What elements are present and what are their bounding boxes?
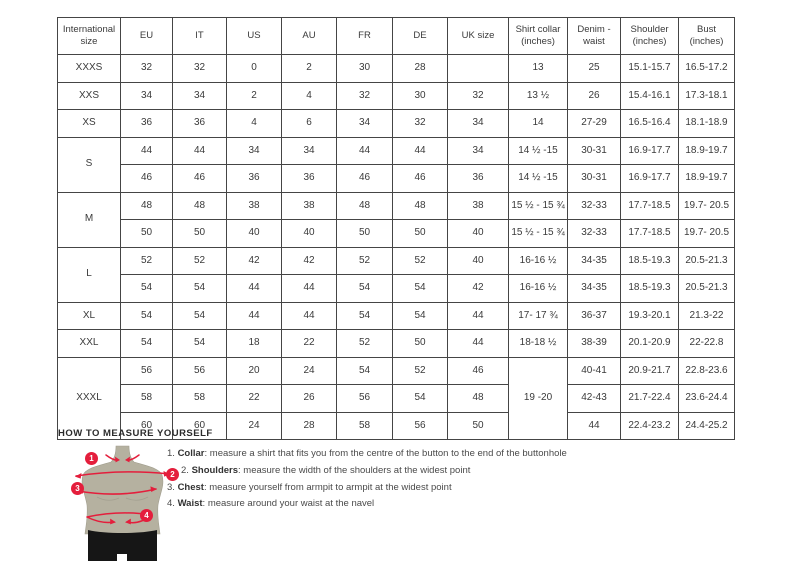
measure-step-waist — [167, 496, 567, 513]
cell-eu: 54 — [121, 330, 173, 358]
cell-bust: 16.5-17.2 — [679, 55, 735, 83]
cell-shoulder: 19.3-20.1 — [621, 302, 679, 330]
cell-shoulder: 20.1-20.9 — [621, 330, 679, 358]
column-header-uk-size: UK size — [448, 18, 509, 55]
measure-instructions-list — [167, 446, 567, 513]
cell-it: 54 — [173, 330, 227, 358]
cell-us: 4 — [227, 110, 282, 138]
cell-shoulder: 15.4-16.1 — [621, 82, 679, 110]
cell-collar: 14 ½ -15 — [509, 137, 568, 165]
cell-denim: 27-29 — [568, 110, 621, 138]
step-number: 3. — [167, 481, 178, 493]
cell-us: 42 — [227, 247, 282, 275]
cell-it: 32 — [173, 55, 227, 83]
cell-denim: 30-31 — [568, 165, 621, 193]
cell-bust: 23.6-24.4 — [679, 385, 735, 413]
cell-collar: 15 ½ - 15 ¾ — [509, 192, 568, 220]
cell-eu: 50 — [121, 220, 173, 248]
column-header-au: AU — [282, 18, 337, 55]
size-cell: XXXS — [58, 55, 121, 83]
table-row — [58, 110, 735, 138]
cell-uk: 46 — [448, 357, 509, 385]
cell-shoulder: 15.1-15.7 — [621, 55, 679, 83]
cell-it: 46 — [173, 165, 227, 193]
step-text: : measure yourself from armpit to armpit at the widest point — [203, 481, 452, 493]
cell-uk: 34 — [448, 137, 509, 165]
column-header-eu: EU — [121, 18, 173, 55]
column-header-it: IT — [173, 18, 227, 55]
column-header-bust: Bust (inches) — [679, 18, 735, 55]
cell-it: 44 — [173, 137, 227, 165]
cell-de: 30 — [393, 82, 448, 110]
cell-shoulder: 16.9-17.7 — [621, 137, 679, 165]
step-number: 1. — [167, 448, 178, 459]
cell-us: 0 — [227, 55, 282, 83]
cell-bust: 18.9-19.7 — [679, 137, 735, 165]
cell-de: 52 — [393, 357, 448, 385]
cell-bust: 18.9-19.7 — [679, 165, 735, 193]
cell-eu: 54 — [121, 275, 173, 303]
cell-collar: 13 — [509, 55, 568, 83]
cell-au: 28 — [282, 412, 337, 440]
cell-uk: 50 — [448, 412, 509, 440]
size-cell: XL — [58, 302, 121, 330]
table-row — [58, 247, 735, 275]
cell-us: 22 — [227, 385, 282, 413]
table-row — [58, 220, 735, 248]
cell-us: 44 — [227, 302, 282, 330]
cell-uk: 40 — [448, 247, 509, 275]
cell-denim: 38-39 — [568, 330, 621, 358]
cell-shoulder: 16.5-16.4 — [621, 110, 679, 138]
cell-us: 18 — [227, 330, 282, 358]
cell-de: 28 — [393, 55, 448, 83]
cell-shoulder: 18.5-19.3 — [621, 275, 679, 303]
cell-eu: 56 — [121, 357, 173, 385]
cell-fr: 54 — [337, 357, 393, 385]
cell-fr: 48 — [337, 192, 393, 220]
cell-eu: 34 — [121, 82, 173, 110]
cell-denim: 30-31 — [568, 137, 621, 165]
cell-shoulder: 17.7-18.5 — [621, 220, 679, 248]
cell-bust: 20.5-21.3 — [679, 275, 735, 303]
step-number: 2. — [181, 464, 192, 476]
step-label: Shoulders — [191, 464, 239, 476]
cell-au: 36 — [282, 165, 337, 193]
cell-it: 52 — [173, 247, 227, 275]
cell-collar: 18-18 ½ — [509, 330, 568, 358]
cell-de: 46 — [393, 165, 448, 193]
cell-denim: 42-43 — [568, 385, 621, 413]
cell-au: 38 — [282, 192, 337, 220]
cell-denim: 36-37 — [568, 302, 621, 330]
cell-shoulder: 22.4-23.2 — [621, 412, 679, 440]
cell-bust: 24.4-25.2 — [679, 412, 735, 440]
cell-fr: 46 — [337, 165, 393, 193]
cell-fr: 52 — [337, 247, 393, 275]
step-label: Waist — [177, 498, 203, 510]
size-cell: M — [58, 192, 121, 247]
cell-au: 2 — [282, 55, 337, 83]
step-label: Collar — [177, 448, 205, 459]
cell-au: 22 — [282, 330, 337, 358]
measure-section-title: HOW TO MEASURE YOURSELF — [58, 428, 213, 439]
size-chart-table — [57, 17, 735, 440]
cell-fr: 54 — [337, 302, 393, 330]
cell-de: 52 — [393, 247, 448, 275]
measure-step-collar — [167, 446, 567, 463]
cell-collar: 14 — [509, 110, 568, 138]
cell-bust: 22-22.8 — [679, 330, 735, 358]
cell-eu: 52 — [121, 247, 173, 275]
collar-step-badge: 1 — [85, 452, 98, 465]
cell-bust: 19.7- 20.5 — [679, 220, 735, 248]
size-cell: XXL — [58, 330, 121, 358]
cell-de: 50 — [393, 330, 448, 358]
cell-au: 26 — [282, 385, 337, 413]
step-text: : measure around your waist at the navel — [202, 498, 375, 510]
cell-us: 40 — [227, 220, 282, 248]
cell-eu: 54 — [121, 302, 173, 330]
table-row — [58, 302, 735, 330]
cell-au: 6 — [282, 110, 337, 138]
cell-it: 36 — [173, 110, 227, 138]
cell-it: 48 — [173, 192, 227, 220]
cell-de: 56 — [393, 412, 448, 440]
cell-us: 24 — [227, 412, 282, 440]
table-row — [58, 55, 735, 83]
column-header-us: US — [227, 18, 282, 55]
cell-denim: 34-35 — [568, 247, 621, 275]
cell-us: 36 — [227, 165, 282, 193]
cell-de: 44 — [393, 137, 448, 165]
cell-bust: 18.1-18.9 — [679, 110, 735, 138]
size-cell: XXS — [58, 82, 121, 110]
cell-eu: 32 — [121, 55, 173, 83]
cell-eu: 46 — [121, 165, 173, 193]
cell-denim: 44 — [568, 412, 621, 440]
column-header-de: DE — [393, 18, 448, 55]
cell-uk: 48 — [448, 385, 509, 413]
column-header-denim-waist: Denim - waist — [568, 18, 621, 55]
cell-collar: 13 ½ — [509, 82, 568, 110]
cell-uk: 44 — [448, 302, 509, 330]
cell-au: 44 — [282, 302, 337, 330]
cell-uk: 38 — [448, 192, 509, 220]
cell-collar: 15 ½ - 15 ¾ — [509, 220, 568, 248]
cell-fr: 56 — [337, 385, 393, 413]
step-text: : measure the width of the shoulders at the widest point — [238, 464, 471, 476]
cell-it: 58 — [173, 385, 227, 413]
cell-eu: 44 — [121, 137, 173, 165]
table-row — [58, 275, 735, 303]
cell-au: 44 — [282, 275, 337, 303]
cell-bust: 21.3-22 — [679, 302, 735, 330]
column-header-shirt-collar: Shirt collar (inches) — [509, 18, 568, 55]
table-row — [58, 357, 735, 385]
cell-fr: 32 — [337, 82, 393, 110]
cell-eu: 36 — [121, 110, 173, 138]
column-header-fr: FR — [337, 18, 393, 55]
step-number: 4. — [167, 498, 178, 510]
cell-shoulder: 16.9-17.7 — [621, 165, 679, 193]
measure-step-shoulders — [167, 463, 567, 480]
cell-shoulder: 20.9-21.7 — [621, 357, 679, 385]
cell-de: 54 — [393, 275, 448, 303]
cell-de: 48 — [393, 192, 448, 220]
cell-denim: 32-33 — [568, 220, 621, 248]
cell-us: 20 — [227, 357, 282, 385]
cell-uk: 32 — [448, 82, 509, 110]
cell-shoulder: 17.7-18.5 — [621, 192, 679, 220]
cell-eu: 60 — [121, 412, 173, 440]
cell-collar: 16-16 ½ — [509, 247, 568, 275]
size-cell: XXXL — [58, 357, 121, 440]
table-row — [58, 330, 735, 358]
header-row — [58, 18, 735, 55]
cell-collar: 14 ½ -15 — [509, 165, 568, 193]
cell-shoulder: 21.7-22.4 — [621, 385, 679, 413]
cell-it: 54 — [173, 275, 227, 303]
step-label: Chest — [177, 481, 204, 493]
cell-it: 34 — [173, 82, 227, 110]
cell-denim: 25 — [568, 55, 621, 83]
cell-uk: 36 — [448, 165, 509, 193]
cell-fr: 34 — [337, 110, 393, 138]
cell-us: 34 — [227, 137, 282, 165]
cell-uk: 34 — [448, 110, 509, 138]
cell-uk — [448, 55, 509, 83]
table-row — [58, 192, 735, 220]
cell-collar: 19 -20 — [509, 357, 568, 440]
cell-denim: 26 — [568, 82, 621, 110]
cell-fr: 52 — [337, 330, 393, 358]
cell-bust: 17.3-18.1 — [679, 82, 735, 110]
cell-denim: 40-41 — [568, 357, 621, 385]
cell-eu: 48 — [121, 192, 173, 220]
cell-au: 24 — [282, 357, 337, 385]
step-text: : measure a shirt that fits you from the centre of the button to the end of the buttonhole — [204, 448, 567, 459]
column-header-international-size: International size — [58, 18, 121, 55]
cell-de: 54 — [393, 302, 448, 330]
shoulders-step-badge: 2 — [166, 468, 179, 481]
cell-bust: 22.8-23.6 — [679, 357, 735, 385]
cell-it: 60 — [173, 412, 227, 440]
cell-shoulder: 18.5-19.3 — [621, 247, 679, 275]
cell-au: 40 — [282, 220, 337, 248]
waist-step-badge: 4 — [140, 509, 153, 522]
cell-fr: 50 — [337, 220, 393, 248]
table-row — [58, 137, 735, 165]
cell-it: 50 — [173, 220, 227, 248]
shorts — [88, 530, 157, 561]
cell-eu: 58 — [121, 385, 173, 413]
cell-de: 32 — [393, 110, 448, 138]
table-row — [58, 385, 735, 413]
cell-denim: 32-33 — [568, 192, 621, 220]
cell-collar: 16-16 ½ — [509, 275, 568, 303]
chest-step-badge: 3 — [71, 482, 84, 495]
cell-bust: 19.7- 20.5 — [679, 192, 735, 220]
cell-au: 34 — [282, 137, 337, 165]
cell-collar: 17- 17 ¾ — [509, 302, 568, 330]
cell-fr: 54 — [337, 275, 393, 303]
cell-uk: 40 — [448, 220, 509, 248]
size-cell: L — [58, 247, 121, 302]
cell-au: 4 — [282, 82, 337, 110]
cell-fr: 58 — [337, 412, 393, 440]
table-row — [58, 82, 735, 110]
cell-fr: 44 — [337, 137, 393, 165]
column-header-shoulder: Shoulder (inches) — [621, 18, 679, 55]
cell-fr: 30 — [337, 55, 393, 83]
cell-de: 50 — [393, 220, 448, 248]
size-table-body — [58, 55, 735, 440]
cell-bust: 20.5-21.3 — [679, 247, 735, 275]
cell-it: 56 — [173, 357, 227, 385]
cell-us: 44 — [227, 275, 282, 303]
cell-uk: 42 — [448, 275, 509, 303]
cell-us: 38 — [227, 192, 282, 220]
cell-denim: 34-35 — [568, 275, 621, 303]
size-cell: S — [58, 137, 121, 192]
cell-uk: 44 — [448, 330, 509, 358]
size-cell: XS — [58, 110, 121, 138]
cell-de: 54 — [393, 385, 448, 413]
table-row — [58, 165, 735, 193]
cell-au: 42 — [282, 247, 337, 275]
cell-it: 54 — [173, 302, 227, 330]
measure-step-chest — [167, 480, 567, 497]
cell-us: 2 — [227, 82, 282, 110]
